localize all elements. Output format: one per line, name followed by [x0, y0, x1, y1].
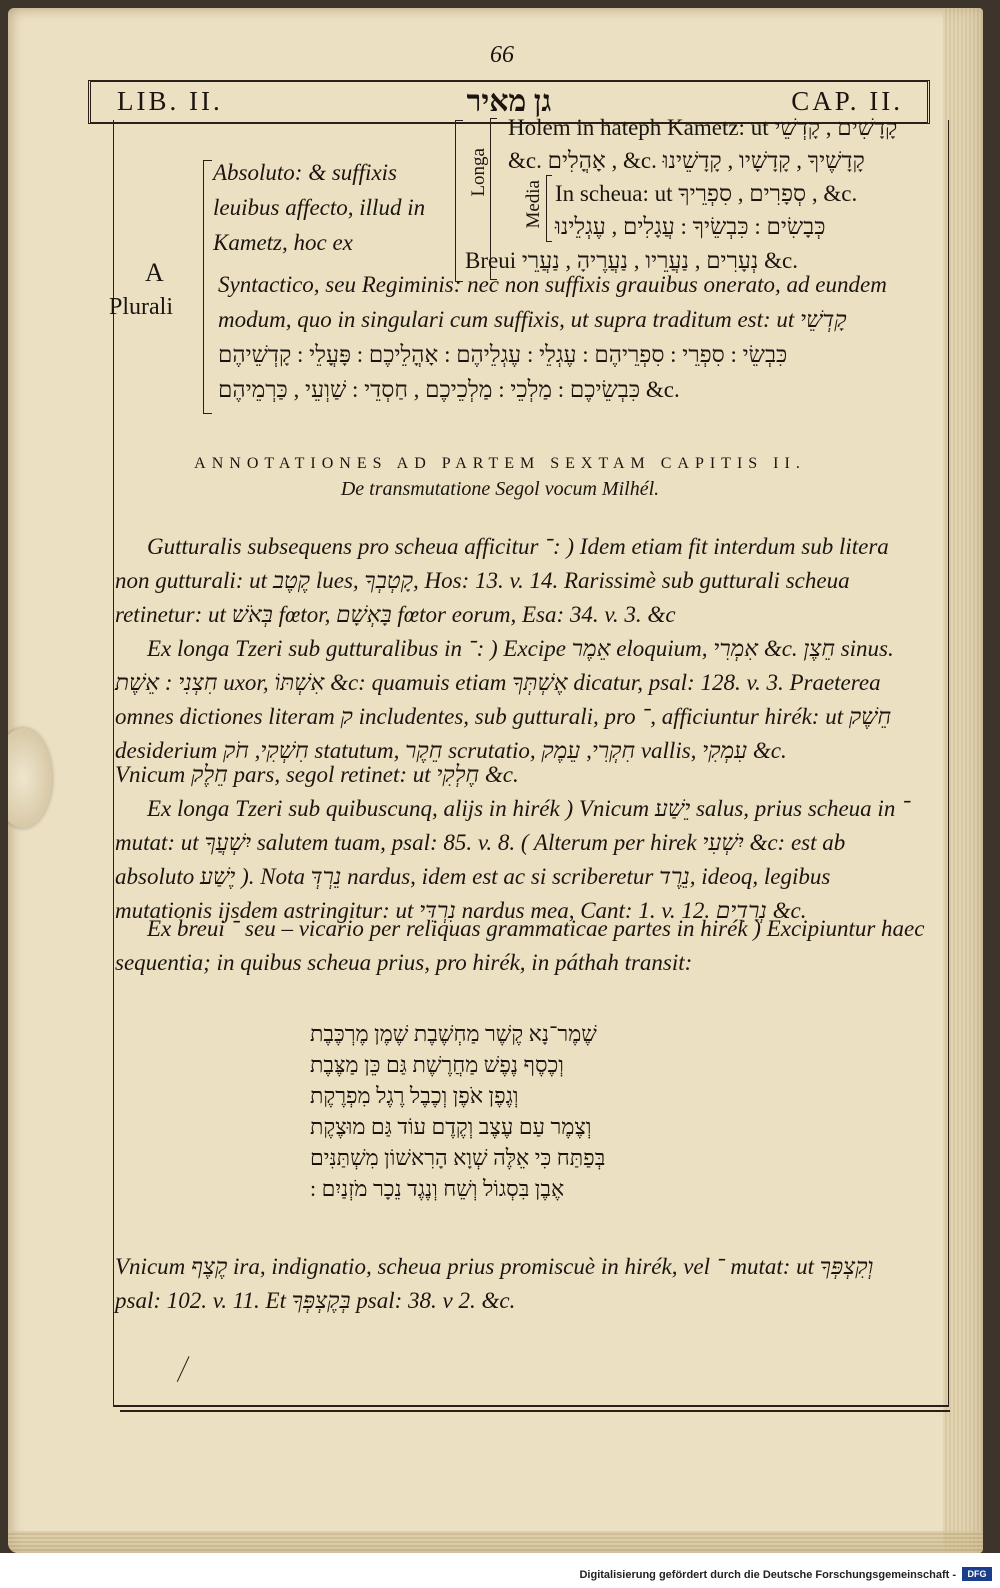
- header-title: גן מאיר: [466, 85, 552, 118]
- syntactico-line-4: כִּבְשֵׂיכֶם : מַלְכֵי : מַלְכֵיכֶם , חַסְדֵי : שַׁוְעֵי , כַּרְמֵיהֶם &c.: [218, 377, 680, 402]
- outer-brace: [203, 160, 212, 414]
- holem-line: Holem in hateph Kametz: ut קָדָשִׁים , קָדְשֵׁי: [508, 115, 898, 140]
- syntactico-line-3: כִּבְשֵׂי : סִפְרֵי : סִפְרֵיהֶם : עֶגְלֵי : עֶגְלֵיהֶם : אָהֳלֵיכֶם : פָּעֳלֵי : קָדְשֵׁיהֶם: [218, 342, 788, 367]
- syntactico-line-1: Syntactico, seu Regiminis: nec non suffixis grauibus onerato, ad eundem: [218, 272, 887, 297]
- absoluto-text: Absoluto: & suffixis leuibus affecto, illud in Kametz, hoc ex: [213, 160, 426, 255]
- verse-line: אֶבֶן בִּסְגוֹל וְשֵׁח וְנֶגֶד נֵכָר מֹזְנַיִם :: [310, 1176, 565, 1201]
- annotations-heading: ANNOTATIONES AD PARTEM SEXTAM CAPITIS II.: [194, 455, 806, 472]
- table-label-a: A: [145, 258, 164, 287]
- annotations-subheading: De transmutatione Segol vocum Milhél.: [340, 478, 660, 500]
- page-edge-right: [943, 8, 983, 1553]
- paragraph-1: Gutturalis subsequens pro scheua afficitur ־: ) Idem etiam fit interdum sub litera non gutturali: ut קֶטֶב lues, קָטְבְךָ, Hos: 13. v. 14. Rarissimè sub gutturali scheua retinetur: ut בְּאֹשׁ fœtor, בָּאְשָׁם fœtor eorum, Esa: 34. v. 3. &c: [115, 534, 889, 627]
- breui-line: Breui נְעָרִים , נַעֲרֵיו , נַעֲרֶיהָ , נַעֲרֵי &c.: [465, 248, 798, 273]
- footer-credit: Digitalisierung gefördert durch die Deutsche Forschungsgemeinschaft -: [579, 1569, 956, 1581]
- paragraph-5: Vnicum קֶצֶף ira, indignatio, scheua prius promiscuè in hirék, vel ־ mutat: ut וְקִצְפְּךָ psal: 102. v. 11. Et בְּקֶצְפְּךָ psal: 38. v 2. &c.: [115, 1254, 874, 1313]
- verse-line: וְכֶסֶף נֶפֶשׁ מַחֲרֶשֶׁת גַּם כֵּן מַצֶּבֶת: [310, 1052, 564, 1077]
- page-number: 66: [490, 42, 514, 68]
- dfg-logo: DFG: [962, 1567, 992, 1581]
- bottom-rule: [120, 1410, 950, 1412]
- scheme-line-4: כְּבָשִׂים : כִּבְשֵׂיךָ : עֲגָלִים , עֶגְלֵינוּ: [555, 214, 826, 239]
- header-chapter: CAP. II.: [791, 86, 903, 116]
- paragraph-4: Ex breui ־ seu – vicario per reliquas grammaticae partes in hirék ) Excipiuntur haec sequentia; in quibus scheua prius, pro hirék, in páthah transit:: [115, 916, 925, 975]
- verse-line: וְצֶמֶר עַם עֶצֶב וְקֶדֶם עוֹד גַּם מוּצֶקֶת: [310, 1114, 592, 1139]
- syntactico-line-2: modum, quo in singulari cum suffixis, ut supra traditum est: ut קָדְשֵׁי: [218, 307, 847, 332]
- longa-label: Longa: [468, 148, 489, 197]
- page-edge-bottom: [8, 1531, 983, 1553]
- paragraph-2: Ex longa Tzeri sub gutturalibus in ־: ) Excipe אֵמֶר eloquium, אִמְרִי &c. חֵצֶן sinus. חִצְנִי : אֵשֶׁת uxor, אִשְׁתּוֹ &c: quamuis etiam אֶשְׁתְּךָ dicatur, psal: 128. v. 3. Praeterea omnes dictiones literam ק includentes, sub gutturali, pro ־, afficiuntur hirék: ut חֵשֶׁק desiderium חִשְׁקִי, חֹק statutum, חֵקֶר scrutatio, חִקְרִי, עֵמֶק vallis, עִמְקִי &c.: [115, 636, 894, 763]
- paragraph-3: Ex longa Tzeri sub quibuscunq, alijs in hirék ) Vnicum יֵשַׁע salus, prius scheua in ־ mutat: ut יִשְׁעֲךָ salutem tuam, psal: 85. v. 8. ( Alterum per hirek יִשְׁעִי &c: est ab absoluto יֶשַׁע ). Nota נֵרְדְּ nardus, idem est ac si scriberetur נֵרֶד, ideoq, legibus mutationis ijsdem astringitur: ut נִרְדִּי nardus mea, Cant: 1. v. 12. נְרָדִים &c.: [115, 796, 910, 923]
- media-label: Media: [523, 180, 544, 229]
- media-brace: [546, 175, 552, 242]
- verse-line: וְגֶפֶן אֹפֶן וְכֶבֶל רֶגֶל מִפְרֶקֶת: [310, 1083, 519, 1108]
- verse-line: בְּפַתַּח כִּי אֵלֶּה שְׁוָא הָרִאשׁוֹן מִשְׁתַּנִּים: [310, 1145, 606, 1170]
- scheme-line-2: &c. אָהֳלִים , &c. קָדָשֶׁיךָ , קָדָשָׁיו , קָדָשֵׁינוּ: [508, 148, 865, 173]
- footer-bar: [0, 1553, 1000, 1588]
- verse-line: שֶׁמֶר־נָא קֶשֶׁר מַחְשֶׁבֶת שֶׁמֶן מֶרְכֶּבֶת: [310, 1021, 597, 1046]
- header-book: LIB. II.: [117, 86, 223, 116]
- paragraph-2b: Vnicum חֵלֶק pars, segol retinet: ut חֶלְקִי &c.: [115, 762, 519, 787]
- in-scheua-line: In scheua: ut סְפָרִים , סִפְרֵיךָ , &c.: [555, 181, 858, 206]
- binding-clasp: [8, 728, 52, 828]
- table-label-plurali: Plurali: [109, 294, 173, 320]
- inner-brace: [455, 120, 463, 282]
- hebrew-verse: [310, 1018, 710, 1204]
